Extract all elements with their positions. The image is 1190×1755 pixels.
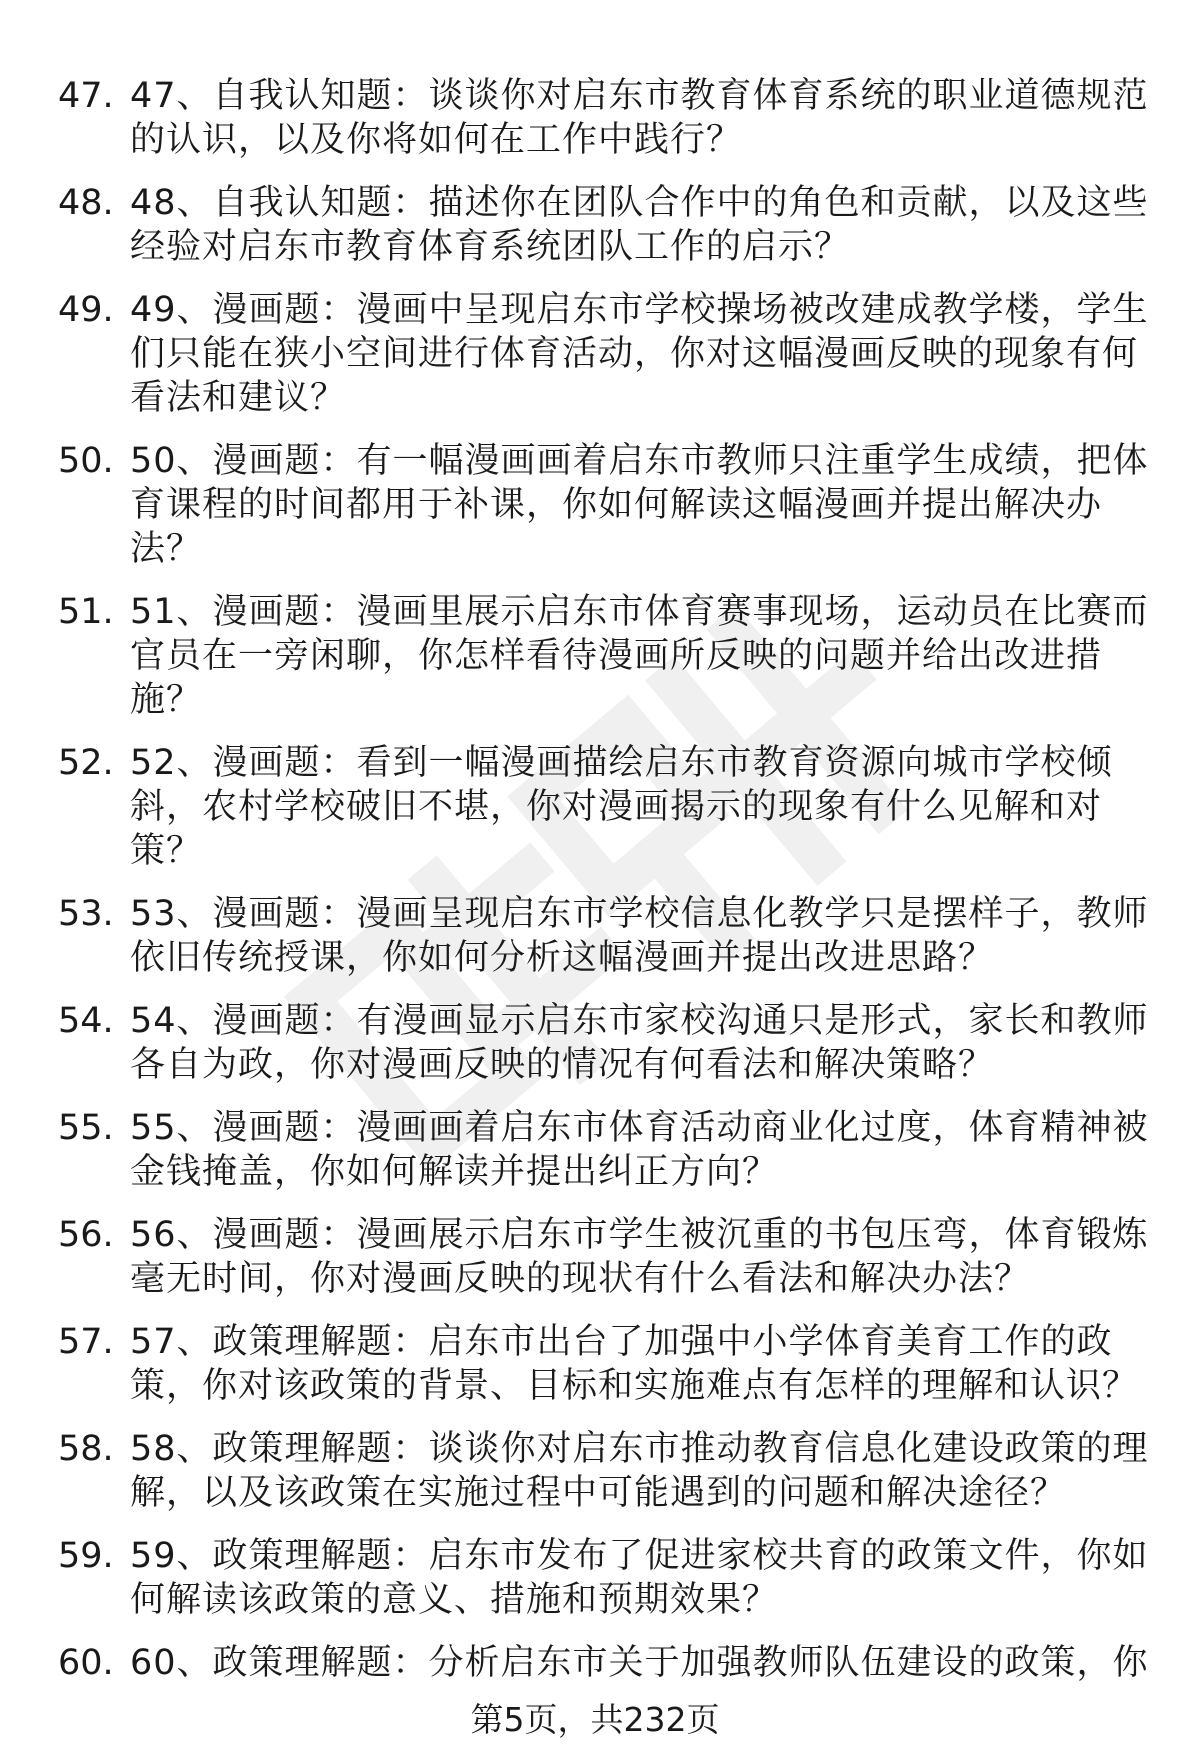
list-item: [58, 74, 1158, 162]
item-text: 53、漫画题：漫画呈现启东市学校信息化教学只是摆样子，教师依旧传统授课，你如何分析这幅漫画并提出改进思路？: [130, 894, 1149, 978]
list-item: [58, 892, 1158, 980]
list-item: [58, 590, 1158, 722]
item-number: 49.: [58, 290, 114, 330]
list-item: [58, 999, 1158, 1087]
list-item: [58, 1320, 1158, 1408]
page-footer: [0, 1700, 1190, 1740]
list-item: [58, 439, 1158, 571]
item-text: 56、漫画题：漫画展示启东市学生被沉重的书包压弯，体育锻炼毫无时间，你对漫画反映的现状有什么看法和解决办法？: [130, 1215, 1149, 1299]
list-item: [58, 181, 1158, 269]
item-text: 54、漫画题：有漫画显示启东市家校沟通只是形式，家长和教师各自为政，你对漫画反映的情况有何看法和解决策略？: [130, 1001, 1149, 1085]
item-text: 52、漫画题：看到一幅漫画描绘启东市教育资源向城市学校倾斜，农村学校破旧不堪，你对漫画揭示的现象有什么见解和对策？: [130, 743, 1113, 871]
list-item: [58, 1106, 1158, 1194]
item-number: 60.: [58, 1643, 114, 1683]
item-number: 52.: [58, 743, 114, 783]
item-number: 47.: [58, 76, 114, 116]
item-text: 47、自我认知题：谈谈你对启东市教育体育系统的职业道德规范的认识，以及你将如何在工作中践行？: [130, 76, 1149, 160]
item-number: 53.: [58, 894, 114, 934]
item-text: 58、政策理解题：谈谈你对启东市推动教育信息化建设政策的理解，以及该政策在实施过程中可能遇到的问题和解决途径？: [130, 1429, 1149, 1513]
list-item: [58, 288, 1158, 420]
item-number: 55.: [58, 1108, 114, 1148]
item-number: 54.: [58, 1001, 114, 1041]
list-item: [58, 1213, 1158, 1301]
item-number: 59.: [58, 1536, 114, 1576]
item-text: 60、政策理解题：分析启东市关于加强教师队伍建设的政策，你: [130, 1643, 1149, 1683]
item-text: 57、政策理解题：启东市出台了加强中小学体育美育工作的政策，你对该政策的背景、目标和实施难点有怎样的理解和认识？: [130, 1322, 1139, 1406]
item-text: 55、漫画题：漫画画着启东市体育活动商业化过度，体育精神被金钱掩盖，你如何解读并提出纠正方向？: [130, 1108, 1149, 1192]
item-number: 51.: [58, 592, 114, 632]
list-item: [58, 1534, 1158, 1622]
question-list: [58, 74, 1158, 1704]
item-number: 48.: [58, 183, 114, 223]
item-number: 56.: [58, 1215, 114, 1255]
item-text: 49、漫画题：漫画中呈现启东市学校操场被改建成教学楼，学生们只能在狭小空间进行体育活动，你对这幅漫画反映的现象有何看法和建议？: [130, 290, 1149, 418]
item-text: 59、政策理解题：启东市发布了促进家校共育的政策文件，你如何解读该政策的意义、措施和预期效果？: [130, 1536, 1149, 1620]
page-number-label: 第5页，共232页: [470, 1700, 720, 1739]
list-item: [58, 1427, 1158, 1515]
list-item: [58, 741, 1158, 873]
item-text: 48、自我认知题：描述你在团队合作中的角色和贡献，以及这些经验对启东市教育体育系统团队工作的启示？: [130, 183, 1149, 267]
item-number: 50.: [58, 441, 114, 481]
item-number: 57.: [58, 1322, 114, 1362]
item-text: 50、漫画题：有一幅漫画画着启东市教师只注重学生成绩，把体育课程的时间都用于补课，你如何解读这幅漫画并提出解决办法？: [130, 441, 1149, 569]
list-item: [58, 1641, 1158, 1685]
item-text: 51、漫画题：漫画里展示启东市体育赛事现场，运动员在比赛而官员在一旁闲聊，你怎样看待漫画所反映的问题并给出改进措施？: [130, 592, 1149, 720]
item-number: 58.: [58, 1429, 114, 1469]
